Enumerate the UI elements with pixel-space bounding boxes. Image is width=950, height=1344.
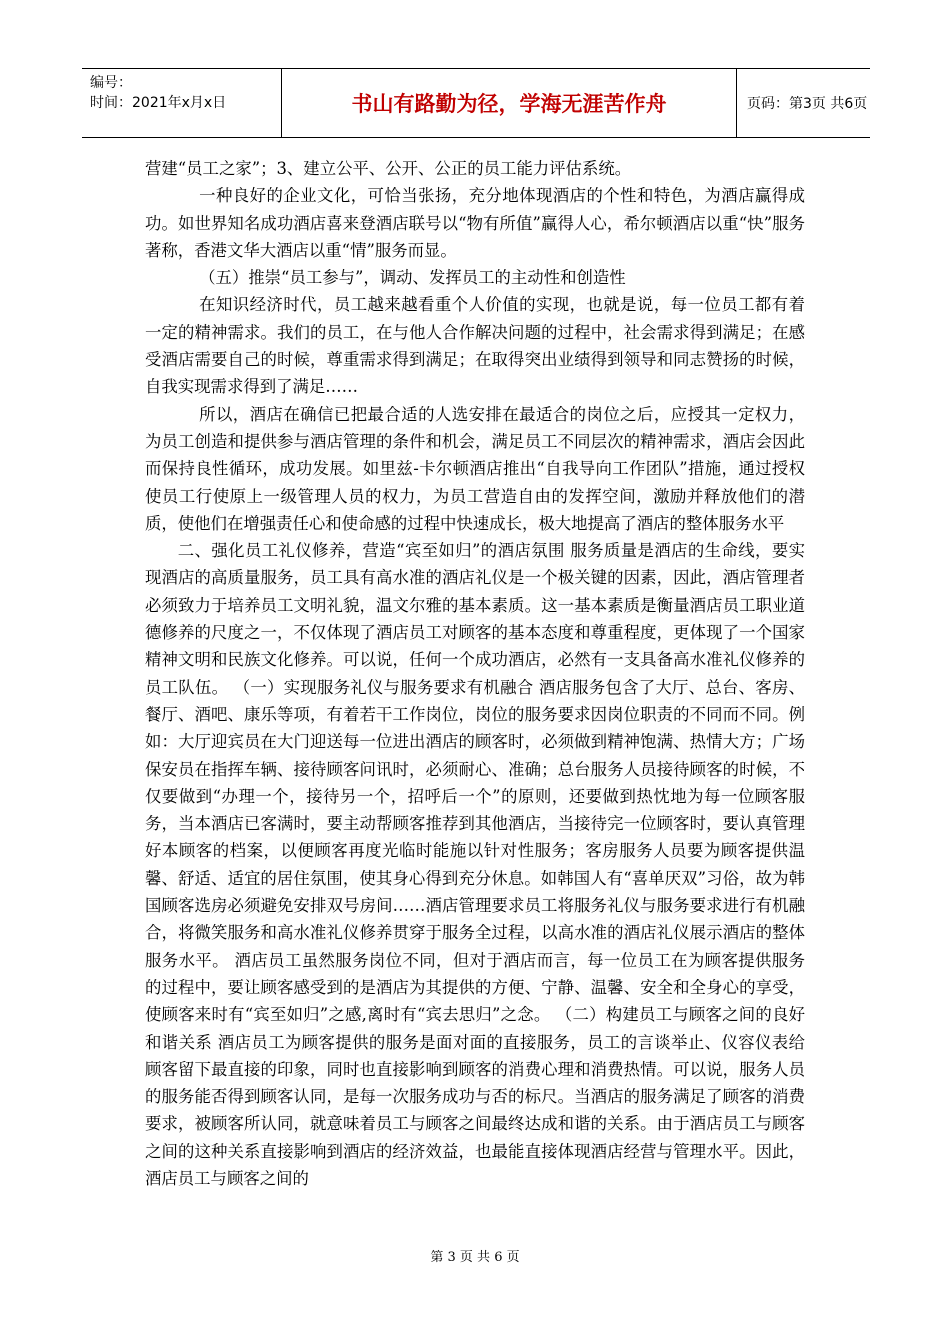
paragraph-4: 在知识经济时代，员工越来越看重个人价值的实现，也就是说，每一位员工都有着一定的精神需求。我们的员工，在与他人合作解决问题的过程中，社会需求得到满足；在感受酒店需要自己的时候，尊重需求得到满足；在取得突出业绩得到领导和同志赞扬的时候，自我实现需求得到了满足……	[145, 295, 805, 397]
header-meta	[82, 69, 282, 137]
paragraph-1: 营建“员工之家”；3、建立公平、公开、公正的员工能力评估系统。	[145, 159, 632, 178]
paragraph-6: 二、强化员工礼仪修养，营造“宾至如归”的酒店氛围 服务质量是酒店的生命线，要实现酒店的高质量服务，员工具有高水准的酒店礼仪是一个极关键的因素，因此，酒店管理者必须致力于培养员工文明礼貌，温文尔雅的基本素质。这一基本素质是衡量酒店员工职业道德修养的尺度之一，不仅体现了酒店员工对顾客的基本态度和尊重程度，更体现了一个国家精神文明和民族文化修养。可以说，任何一个成功酒店，必然有一支具备高水准礼仪修养的员工队伍。 （一）实现服务礼仪与服务要求有机融合 酒店服务包含了大厅、总台、客房、餐厅、酒吧、康乐等项，有着若干工作岗位，岗位的服务要求因岗位职责的不同而不同。例如：大厅迎宾员在大门迎送每一位进出酒店的顾客时，必须做到精神饱满、热情大方；广场保安员在指挥车辆、接待顾客问讯时，必须耐心、准确；总台服务人员接待顾客的时候，不仅要做到“办理一个，接待另一个，招呼后一个”的原则，还要做到热忱地为每一位顾客服务，当本酒店已客满时，要主动帮顾客推荐到其他酒店，当接待完一位顾客时，要认真管理好本顾客的档案，以便顾客再度光临时能施以针对性服务；客房服务人员要为顾客提供温馨、舒适、适宜的居住氛围，使其身心得到充分休息。如韩国人有“喜单厌双”习俗，故为韩国顾客选房必须避免安排双号房间……酒店管理要求员工将服务礼仪与服务要求进行有机融合，将微笑服务和高水准礼仪修养贯穿于服务全过程，以高水准的酒店礼仪展示酒店的整体服务水平。 酒店员工虽然服务岗位不同，但对于酒店而言，每一位员工在为顾客提供服务的过程中，要让顾客感受到的是酒店为其提供的方便、宁静、温馨、安全和全身心的享受，使顾客来时有“宾至如归”之感,离时有“宾去思归”之念。 （二）构建员工与顾客之间的良好和谐关系 酒店员工为顾客提供的服务是面对面的直接服务，员工的言谈举止、仪容仪表给顾客留下最直接的印象，同时也直接影响到顾客的消费心理和消费热情。可以说，服务人员的服务能否得到顾客认同，是每一次服务成功与否的标尺。当酒店的服务满足了顾客的消费要求，被顾客所认同，就意味着员工与顾客之间最终达成和谐的关系。由于酒店员工与顾客之间的这种关系直接影响到酒店的经济效益，也最能直接体现酒店经营与管理水平。因此，酒店员工与顾客之间的	[145, 541, 805, 1188]
header-motto: 书山有路勤为径，学海无涯苦作舟	[282, 69, 737, 137]
document-number: 编号：	[90, 75, 132, 91]
page-footer: 第 3 页 共 6 页	[430, 1250, 520, 1265]
document-date: 时间：2021年x月x日	[90, 95, 227, 111]
page-header	[82, 68, 870, 138]
header-page-number: 页码：第3页 共6页	[747, 96, 868, 112]
paragraph-5: 所以，酒店在确信已把最合适的人选安排在最适合的岗位之后，应授其一定权力，为员工创造和提供参与酒店管理的条件和机会，满足员工不同层次的精神需求，酒店会因此而保持良性循环，成功发展。如里兹-卡尔顿酒店推出“自我导向工作团队”措施，通过授权使员工行使原上一级管理人员的权力，为员工营造自由的发挥空间，激励并释放他们的潜质，使他们在增强责任心和使命感的过程中快速成长，极大地提高了酒店的整体服务水平	[145, 404, 805, 533]
paragraph-2: 一种良好的企业文化，可恰当张扬，充分地体现酒店的个性和特色，为酒店赢得成功。如世界知名成功酒店喜来登酒店联号以“物有所值”赢得人心，希尔顿酒店以重“快”服务著称，香港文华大酒店以重“情”服务而显。	[145, 186, 805, 260]
document-body	[145, 155, 805, 1192]
section-heading-5: （五）推崇“员工参与”，调动、发挥员工的主动性和创造性	[199, 268, 626, 288]
